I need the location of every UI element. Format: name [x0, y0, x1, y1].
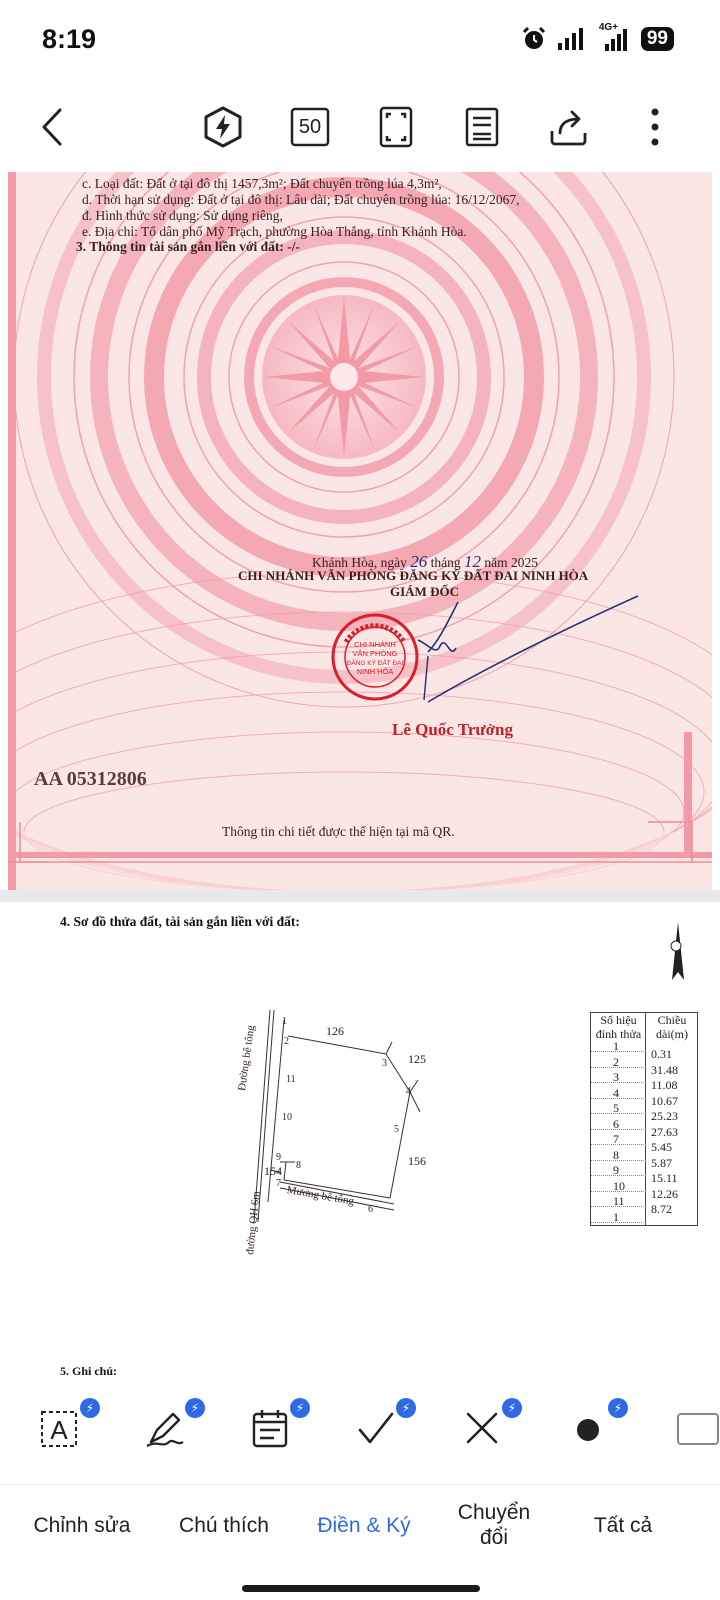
svg-text:NINH HÒA: NINH HÒA — [356, 667, 394, 676]
table-row-divider — [591, 1098, 646, 1099]
zoom-button[interactable] — [285, 102, 335, 152]
lightning-icon — [203, 106, 243, 148]
table-row-divider — [591, 1129, 646, 1130]
date-prefix: Khánh Hòa, ngày — [312, 555, 407, 570]
parcel-diagram — [240, 1002, 500, 1272]
doc-line-e: e. Địa chỉ: Tổ dân phố Mỹ Trạch, phường Hòa Thắng, tỉnh Khánh Hòa. — [82, 224, 467, 239]
table-vertex-cell: 8 — [613, 1147, 619, 1162]
date-tool[interactable] — [248, 1401, 305, 1450]
lightning-badge-icon: ⚡ — [502, 1398, 522, 1418]
table-vertex-cell: 1 — [613, 1039, 619, 1053]
office-name: CHI NHÁNH VĂN PHÒNG ĐĂNG KÝ ĐẤT ĐAI NINH HÒA — [238, 568, 589, 583]
lightning-badge-icon: ⚡ — [396, 1398, 416, 1418]
table-vertex-cell: 6 — [613, 1116, 619, 1131]
land-diagram-page — [0, 902, 720, 1392]
fullscreen-icon — [379, 106, 413, 148]
status-icons — [521, 22, 674, 52]
certificate-background — [8, 172, 712, 890]
serial-number: AA 05312806 — [34, 768, 147, 790]
lightning-badge-icon: ⚡ — [185, 1398, 205, 1418]
page-view-button[interactable] — [457, 102, 507, 152]
planned-road-label: đường QH 6m — [244, 1190, 263, 1256]
dot-icon — [566, 1406, 610, 1450]
fullscreen-button[interactable] — [371, 102, 421, 152]
date-month: 12 — [463, 552, 481, 571]
table-length-cell: 5.45 — [651, 1140, 672, 1154]
table-row-divider — [591, 1067, 646, 1068]
lightning-badge-icon: ⚡ — [80, 1398, 100, 1418]
neighbor-126: 126 — [326, 1024, 344, 1038]
table-length-cell: 25.23 — [651, 1109, 678, 1123]
top-toolbar — [0, 92, 720, 166]
more-icon — [650, 107, 660, 147]
more-button[interactable] — [630, 102, 680, 152]
table-length-cell: 10.67 — [651, 1093, 678, 1108]
road-label-concrete: Đường bê tông — [236, 1024, 258, 1092]
back-icon — [38, 107, 68, 147]
point-5: 5 — [394, 1124, 399, 1135]
point-4: 4 — [406, 1086, 411, 1097]
table-vertex-cell: 7 — [613, 1132, 619, 1146]
table-vertex-cell: 10 — [613, 1178, 625, 1193]
signer-name: Lê Quốc Trưởng — [392, 720, 513, 739]
table-row-divider — [591, 1175, 646, 1176]
date-day: 26 — [410, 552, 428, 571]
cross-icon — [460, 1406, 504, 1450]
doc-line-d: d. Thời hạn sử dụng: Đất ở tại đô thị: Lâu dài; Đất chuyên trồng lúa: 16/12/2067, — [82, 192, 520, 207]
table-row-divider — [591, 1051, 646, 1052]
signal-icon — [557, 27, 587, 51]
svg-text:CHI NHÁNH: CHI NHÁNH — [354, 640, 396, 649]
table-row-divider — [591, 1191, 646, 1192]
point-1: 1 — [282, 1016, 287, 1027]
signal-4g-icon — [597, 22, 631, 52]
tab-convert[interactable]: Chuyển đổi — [457, 1501, 531, 1549]
canal-label: Mương bê tông — [285, 1184, 355, 1208]
qr-note: Thông tin chi tiết được thể hiện tại mã QR. — [222, 824, 455, 839]
table-row-divider — [591, 1082, 646, 1083]
lightning-badge-icon: ⚡ — [608, 1398, 628, 1418]
tab-all[interactable]: Tất cả — [593, 1513, 653, 1537]
battery-level: 99 — [646, 28, 668, 49]
point-8: 8 — [296, 1160, 301, 1171]
doc-line-c: c. Loại đất: Đất ở tại đô thị 1457,3m²; Đất chuyên trồng lúa 4,3m², — [82, 176, 442, 191]
text-box-tool[interactable] — [38, 1401, 95, 1450]
point-10: 10 — [282, 1112, 292, 1123]
date-year: năm 2025 — [484, 555, 538, 570]
neighbor-154: 154 — [264, 1164, 282, 1178]
text-box-icon — [38, 1406, 82, 1450]
table-row-divider — [591, 1206, 646, 1207]
page-separator — [0, 890, 720, 902]
tab-edit[interactable]: Chỉnh sửa — [33, 1513, 131, 1537]
north-arrow-icon — [666, 920, 690, 990]
table-vertex-cell: 4 — [613, 1085, 619, 1100]
diagram-heading: 4. Sơ đồ thửa đất, tài sản gắn liền với đất: — [60, 914, 300, 929]
certificate-page — [8, 172, 712, 890]
more-tools-icon — [674, 1406, 720, 1450]
table-row-divider — [591, 1144, 646, 1145]
table-vertex-cell: 2 — [613, 1054, 619, 1069]
date-month-label: tháng — [430, 555, 461, 570]
back-button[interactable] — [28, 102, 78, 152]
network-type: 4G+ — [598, 22, 619, 33]
checkmark-icon — [354, 1406, 398, 1450]
checkmark-tool[interactable] — [354, 1401, 411, 1450]
tab-annotate[interactable]: Chú thích — [179, 1513, 269, 1537]
table-header-vertex: Số hiệu đỉnh thửa — [595, 1013, 642, 1041]
table-length-cell: 27.63 — [651, 1124, 678, 1139]
fill-sign-toolbar — [0, 1392, 720, 1472]
table-length-cell: 5.87 — [651, 1155, 672, 1170]
lightning-badge-icon: ⚡ — [290, 1398, 310, 1418]
doc-line-3: 3. Thông tin tài sản gắn liền với đất: -/- — [76, 239, 301, 254]
table-vertex-cell: 11 — [613, 1194, 625, 1208]
tab-fill-sign[interactable]: Điền & Ký — [317, 1513, 411, 1537]
neighbor-125: 125 — [408, 1052, 426, 1066]
signature-icon — [143, 1406, 187, 1450]
page-view-icon — [465, 107, 499, 147]
point-6: 6 — [368, 1204, 373, 1215]
point-3: 3 — [382, 1058, 387, 1069]
date-icon — [248, 1406, 292, 1450]
cross-tool[interactable] — [460, 1401, 517, 1450]
signature-tool[interactable] — [143, 1401, 200, 1450]
zoom-value: 50 — [298, 115, 322, 138]
table-length-cell: 31.48 — [651, 1062, 678, 1077]
status-time: 8:19 — [42, 24, 97, 54]
share-icon — [548, 107, 590, 147]
table-row-divider — [591, 1222, 646, 1223]
point-2: 2 — [284, 1036, 289, 1047]
bottom-tab-bar — [0, 1484, 720, 1600]
ai-tools-button[interactable] — [198, 102, 248, 152]
more-tools[interactable] — [674, 1406, 718, 1450]
doc-line-dd: đ. Hình thức sử dụng: Sử dụng riêng, — [82, 208, 283, 223]
notes-heading: 5. Ghi chú: — [60, 1364, 118, 1378]
table-row-divider — [591, 1160, 646, 1161]
svg-text:ĐĂNG KÝ ĐẤT ĐAI: ĐĂNG KÝ ĐẤT ĐAI — [346, 660, 404, 667]
table-row-divider — [591, 1113, 646, 1114]
table-vertex-cell: 9 — [613, 1163, 619, 1177]
table-header-length: Chiều dài(m) — [656, 1013, 688, 1041]
dot-tool[interactable] — [566, 1401, 623, 1450]
table-length-cell: 11.08 — [651, 1078, 678, 1092]
table-length-cell: 8.72 — [651, 1202, 672, 1216]
table-vertex-cell: 1 — [613, 1209, 619, 1224]
table-vertex-cell: 5 — [613, 1101, 619, 1115]
table-length-cell: 0.31 — [651, 1047, 672, 1061]
table-length-cell: 12.26 — [651, 1186, 678, 1201]
table-vertex-cell: 3 — [613, 1070, 619, 1084]
point-7: 7 — [276, 1178, 281, 1189]
length-table — [590, 1012, 698, 1226]
battery-icon — [641, 27, 674, 51]
signature-ink — [388, 582, 688, 722]
alarm-icon — [521, 26, 547, 52]
home-indicator — [242, 1585, 480, 1592]
svg-text:A: A — [50, 1415, 68, 1445]
neighbor-156: 156 — [408, 1154, 426, 1168]
point-9: 9 — [276, 1152, 281, 1163]
point-11: 11 — [286, 1074, 296, 1085]
table-length-cell: 15.11 — [651, 1171, 678, 1185]
status-bar — [0, 0, 720, 80]
director-title: GIÁM ĐỐC — [390, 584, 459, 599]
svg-text:VĂN PHÒNG: VĂN PHÒNG — [352, 649, 398, 658]
share-button[interactable] — [544, 102, 594, 152]
